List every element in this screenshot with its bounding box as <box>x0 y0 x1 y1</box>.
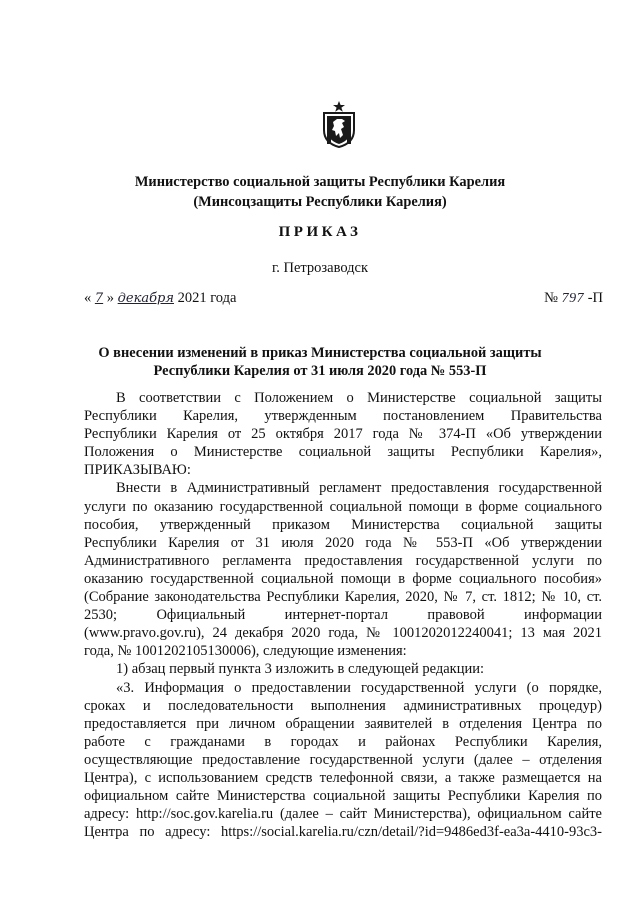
body-line: официальном сайте Министерства социальной защиты Республики Карелия по <box>84 788 602 805</box>
body-line: В соответствии с Положением о Министерстве социальной защиты <box>116 390 602 406</box>
body-line: Внести в Административный регламент предоставления государственной <box>116 480 602 497</box>
body-line: (Собрание законодательства Республики Карелия, 2020, № 7, ст. 1812; № 10, ст. <box>84 589 602 606</box>
subject-line2: Республики Карелия от 31 июля 2020 года № 553-П <box>153 363 487 379</box>
body-line: ПРИКАЗЫВАЮ: <box>84 462 191 479</box>
date-year: 2021 года <box>177 290 237 306</box>
body-line: «3. Информация о предоставлении государственной услуги (о порядке, <box>116 679 602 696</box>
date-month-handwritten: декабря <box>117 291 174 306</box>
body-line: работе с гражданами в городах и районах Республики Карелия, <box>84 733 602 750</box>
document-type: ПРИКАЗ <box>278 224 362 240</box>
body-line: Республики Карелия от 25 октября 2017 года № 374-П «Об утверждении <box>84 426 602 443</box>
body-line: 2530; Официальный интернет-портал правовой информации <box>84 607 602 624</box>
body-line: предоставляется при личном обращении заявителей в отделения Центра по <box>84 715 602 732</box>
ministry-name-line2: (Минсоцзащиты Республики Карелия) <box>193 194 447 210</box>
body-line: осуществляющие предоставление государственной услуги (далее – отделения <box>84 751 602 768</box>
order-subject <box>0 344 640 380</box>
body-line: Республики Карелия, утвержденным постановлением Правительства <box>84 408 602 425</box>
order-body <box>84 389 602 841</box>
subject-line1: О внесении изменений в приказ Министерства социальной защиты <box>98 345 542 361</box>
body-line: пособия, утвержденный приказом Министерства социальной защиты <box>84 516 602 533</box>
body-line: Республики Карелия от 31 июля 2020 года № 553-П «Об утверждении <box>84 534 602 551</box>
ministry-name <box>0 172 640 212</box>
body-line: Административного регламента предоставления государственной услуги по <box>84 552 602 569</box>
document-date <box>84 290 236 307</box>
body-line: услуги по оказанию государственной социальной помощи в форме социального <box>84 498 602 515</box>
date-day-handwritten: 7 <box>94 291 104 306</box>
number-suffix: -П <box>587 290 603 306</box>
body-line: 1) абзац первый пункта 3 изложить в следующей редакции: <box>116 661 485 678</box>
number-prefix: № <box>544 290 558 306</box>
ministry-name-line1: Министерство социальной защиты Республики Карелия <box>134 174 506 190</box>
document-number <box>544 290 603 307</box>
body-line: года, № 1001202105130006), следующие изменения: <box>84 643 407 660</box>
date-open-quote: « <box>84 290 92 306</box>
body-line: Центра по адресу: https://social.karelia.ru/czn/detail/?id=9486ed3f-ea3a-4410-93c3- <box>84 824 602 841</box>
body-line: сроках и последовательности выполнения административных процедур) <box>84 697 602 714</box>
date-close-quote: » <box>106 290 115 306</box>
body-line: (www.pravo.gov.ru), 24 декабря 2020 года, № 1001202012240041; 13 мая 2021 <box>84 625 602 642</box>
document-city: г. Петрозаводск <box>271 260 369 276</box>
body-line: адресу: http://soc.gov.karelia.ru (далее – сайт Министерства), официальном сайте <box>84 806 602 823</box>
body-line: Центра), с использованием средств телефонной связи, а также размещается на <box>84 769 602 786</box>
karelia-coat-of-arms-icon <box>321 100 357 148</box>
body-line: Положения о Министерстве социальной защиты Республики Карелия», <box>84 444 602 461</box>
number-value-handwritten: 797 <box>561 291 585 306</box>
body-line: оказанию государственной социальной помощи в форме социального пособия» <box>84 570 602 587</box>
